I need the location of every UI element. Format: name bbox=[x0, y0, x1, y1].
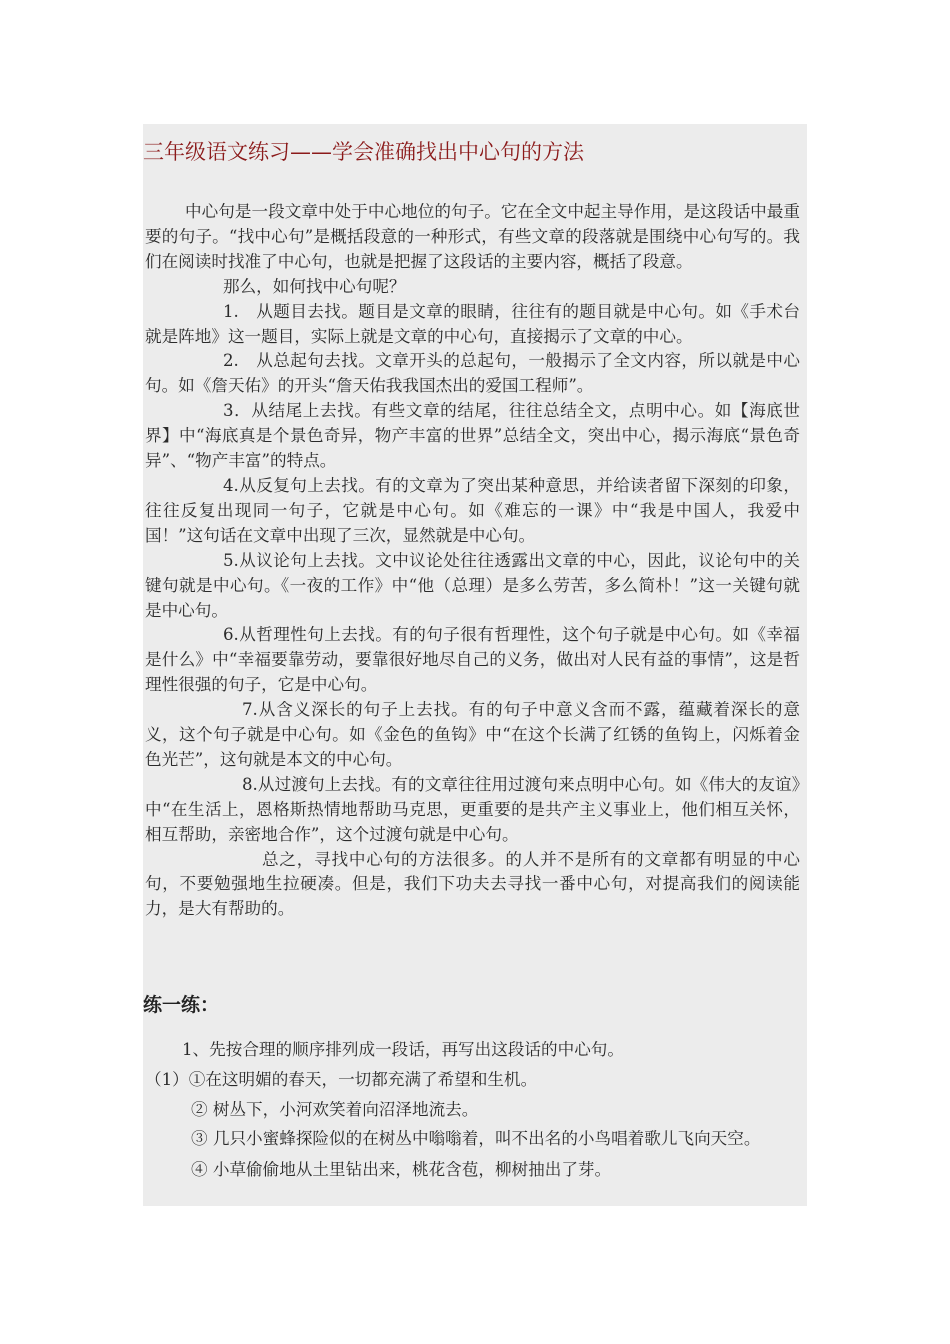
method-paragraph: 1. 从题目去找。题目是文章的眼睛，往往有的题目就是中心句。如《手术台就是阵地》这一题目，实际上就是文章的中心句，直接揭示了文章的中心。 bbox=[145, 301, 800, 346]
practice-heading: 练一练： bbox=[143, 994, 220, 1016]
practice-item: （1）①在这明媚的春天，一切都充满了希望和生机。 bbox=[145, 1070, 538, 1089]
practice-item: ② 树丛下，小河欢笑着向沼泽地流去。 bbox=[191, 1100, 479, 1119]
question-paragraph: 那么，如何找中心句呢？ bbox=[223, 276, 406, 296]
method-paragraph: 7.从含义深长的句子上去找。有的句子中意义含而不露，蕴藏着深长的意义，这个句子就是中心句。如《金色的鱼钩》中“在这个长满了红锈的鱼钩上，闪烁着金色光芒”，这句就是本文的中心句。 bbox=[145, 700, 800, 769]
intro-paragraph: 中心句是一段文章中处于中心地位的句子。它在全文中起主导作用，是这段话中最重要的句子。“找中心句”是概括段意的一种形式，有些文章的段落就是围绕中心句写的。我们在阅读时找准了中心句，也就是把握了这段话的主要内容，概括了段意。 bbox=[145, 202, 800, 271]
practice-section bbox=[145, 1035, 800, 1185]
document-title: 三年级语文练习——学会准确找出中心句的方法 bbox=[143, 140, 584, 164]
practice-item: ④ 小草偷偷地从土里钻出来，桃花含苞，柳树抽出了芽。 bbox=[191, 1159, 612, 1179]
method-paragraph: 5.从议论句上去找。文中议论处往往透露出文章的中心，因此，议论句中的关键句就是中心句。《一夜的工作》中“他（总理）是多么劳苦，多么简朴！”这一关键句就是中心句。 bbox=[145, 550, 800, 620]
method-paragraph: 8.从过渡句上去找。有的文章往往用过渡句来点明中心句。如《伟大的友谊》中“在生活上，恩格斯热情地帮助马克思，更重要的是共产主义事业上，他们相互关怀，相互帮助，亲密地合作”，这个过渡句就是中心句。 bbox=[145, 774, 800, 844]
method-paragraph: 3．从结尾上去找。有些文章的结尾，往往总结全文，点明中心。如【海底世界】中“海底真是个景色奇异，物产丰富的世界”总结全文，突出中心，揭示海底“景色奇异”、“物产丰富”的特点。 bbox=[145, 401, 800, 471]
article-body bbox=[145, 200, 800, 922]
summary-paragraph: 总之，寻找中心句的方法很多。的人并不是所有的文章都有明显的中心句，不要勉强地生拉硬凑。但是，我们下功夫去寻找一番中心句，对提高我们的阅读能力，是大有帮助的。 bbox=[145, 849, 800, 919]
practice-instruction: 1、先按合理的顺序排列成一段话，再写出这段话的中心句。 bbox=[182, 1040, 624, 1059]
method-paragraph: 2. 从总起句去找。文章开头的总起句，一般揭示了全文内容，所以就是中心句。如《詹天佑》的开头“詹天佑我我国杰出的爱国工程师”。 bbox=[145, 351, 800, 396]
method-paragraph: 4.从反复句上去找。有的文章为了突出某种意思，并给读者留下深刻的印象，往往反复出现同一句子，它就是中心句。如《难忘的一课》中“我是中国人，我爱中国！”这句话在文章中出现了三次，显然就是中心句。 bbox=[145, 475, 800, 545]
practice-item: ③ 几只小蜜蜂探险似的在树丛中嗡嗡着，叫不出名的小鸟唱着歌儿飞向天空。 bbox=[191, 1129, 761, 1148]
method-paragraph: 6.从哲理性句上去找。有的句子很有哲理性，这个句子就是中心句。如《幸福是什么》中“幸福要靠劳动，要靠很好地尽自己的义务，做出对人民有益的事情”，这是哲理性很强的句子，它是中心句。 bbox=[145, 625, 800, 695]
